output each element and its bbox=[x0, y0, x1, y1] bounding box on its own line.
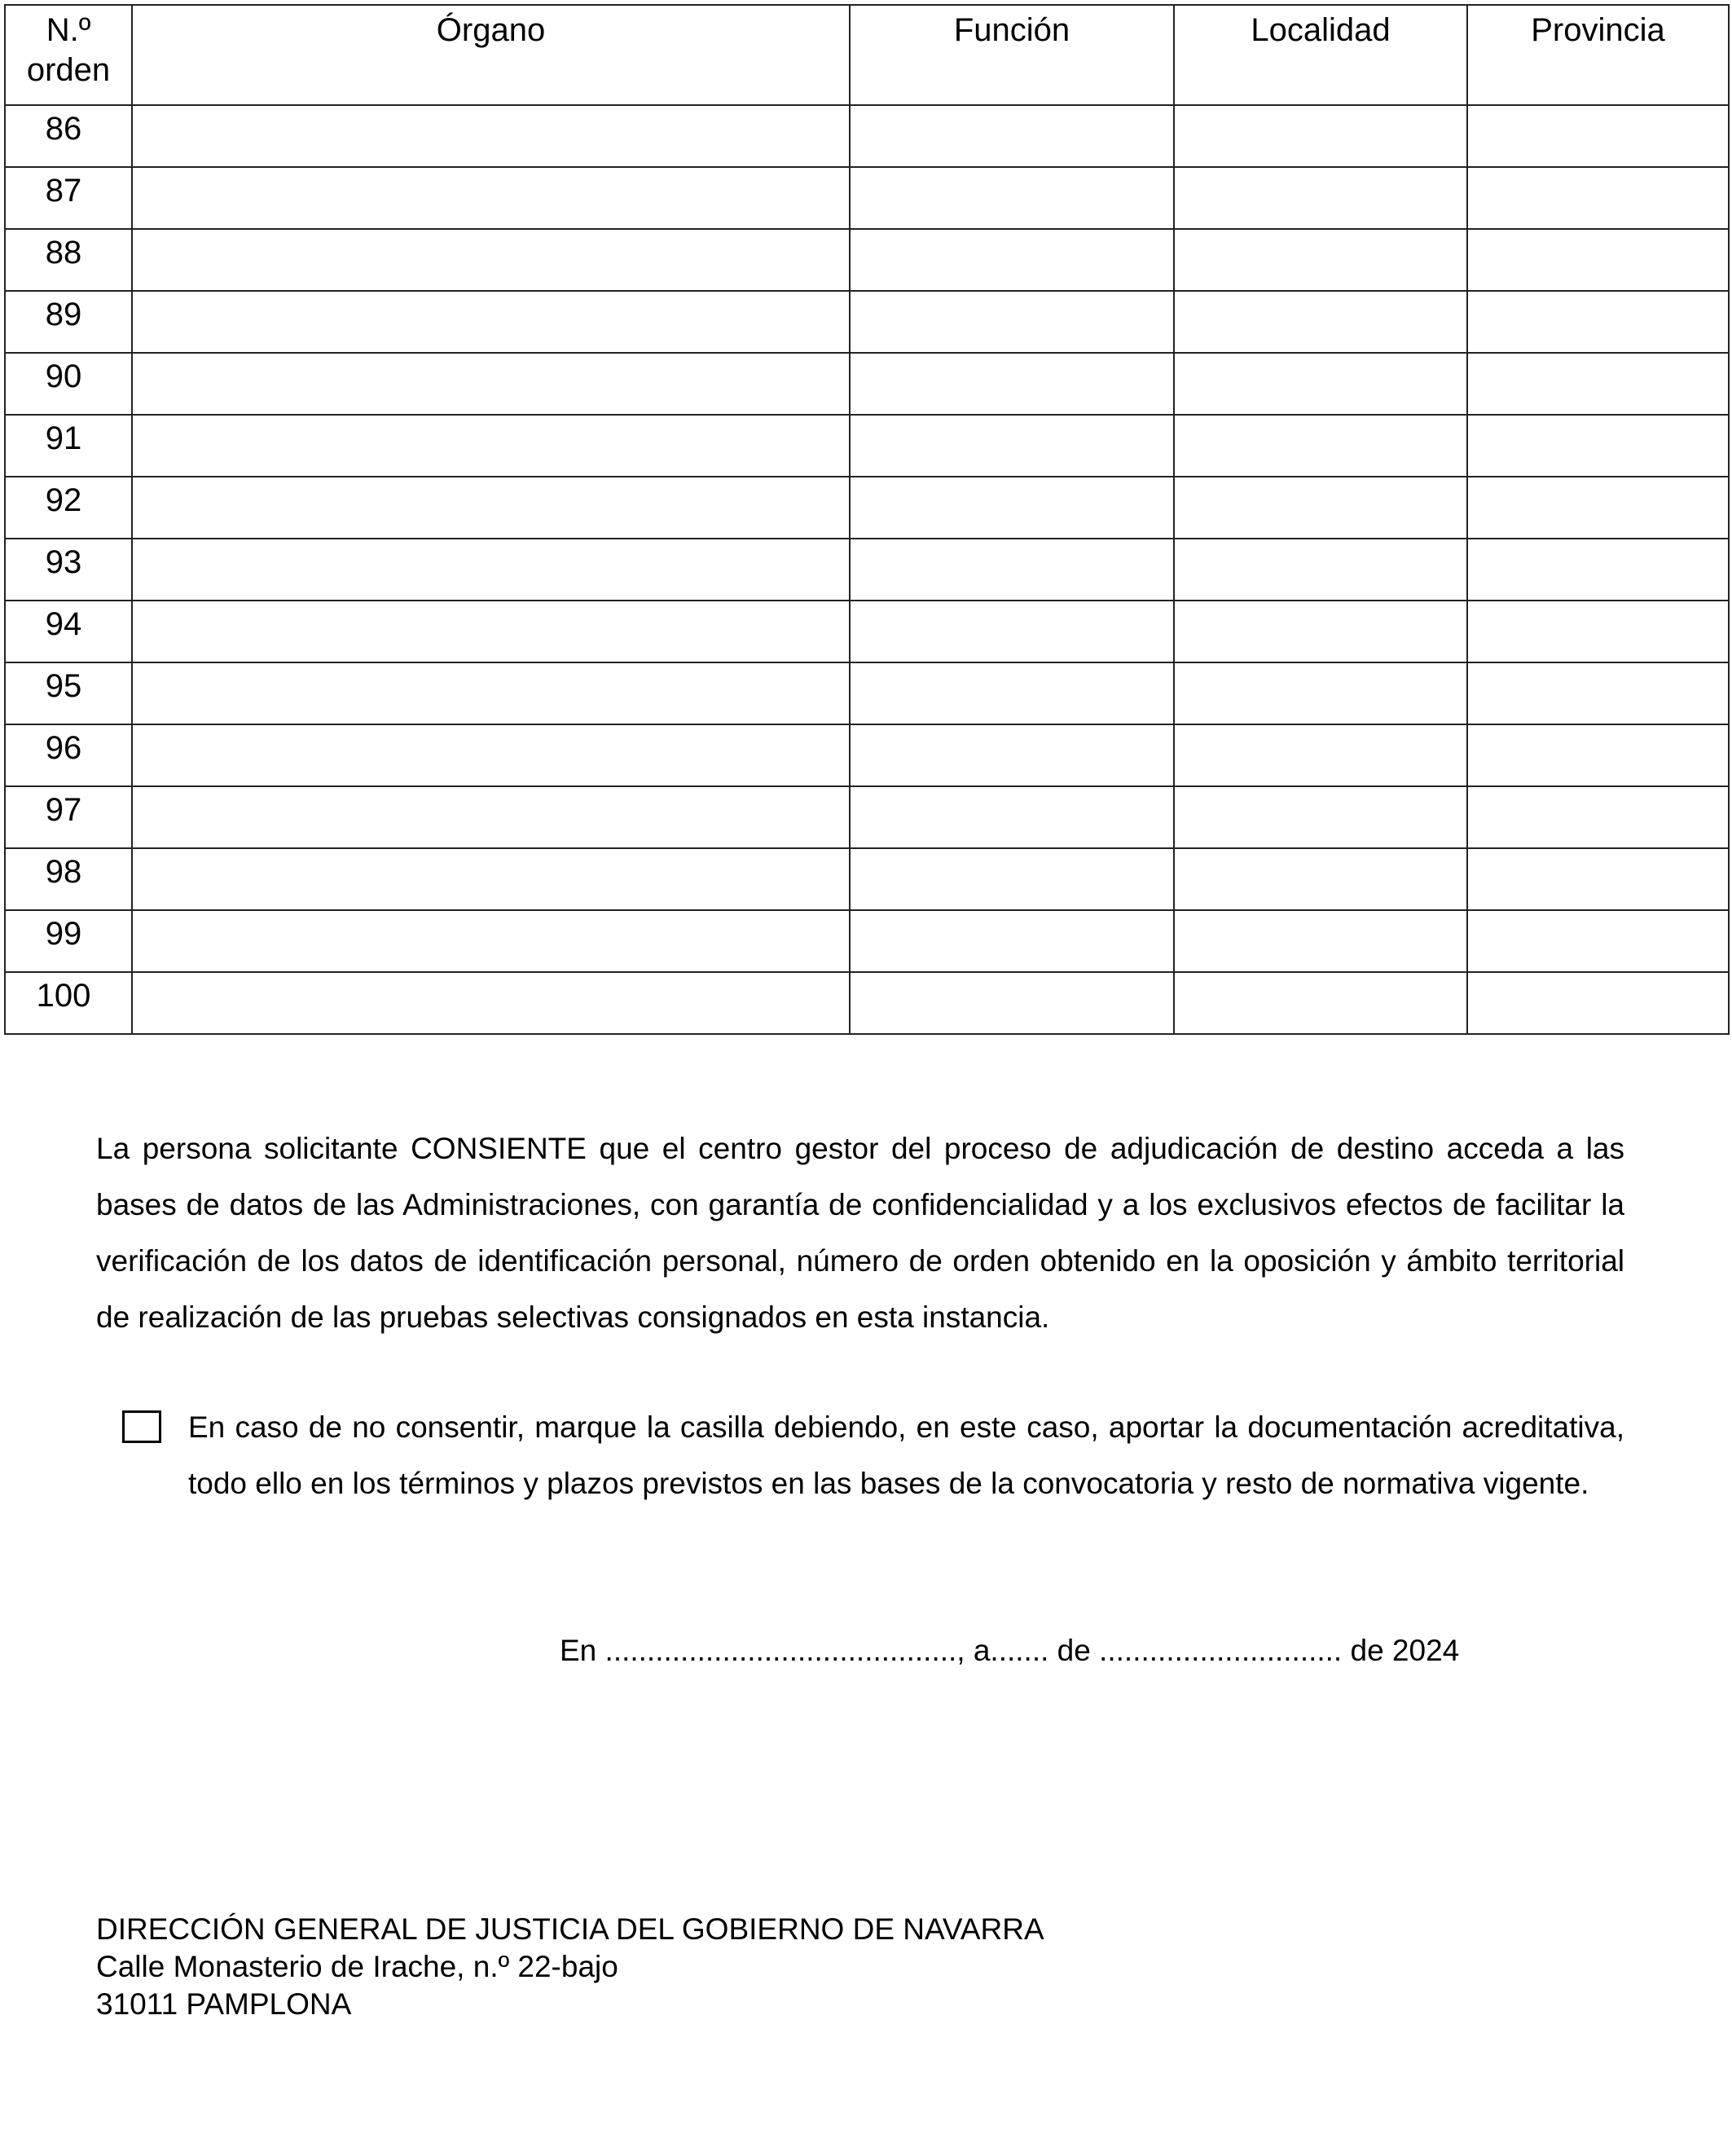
cell-provincia[interactable] bbox=[1467, 662, 1729, 724]
header-funcion: Función bbox=[850, 5, 1174, 105]
consent-paragraph: La persona solicitante CONSIENTE que el centro gestor del proceso de adjudicación de destino acceda a las bases de datos de las Administraciones, con garantía de confidencialidad y a los exclusivos efectos de facilitar la verificación de los datos de identificación personal, número de orden obtenido en la oposición y ámbito territorial de realización de las pruebas selectivas consignados en esta instancia. bbox=[96, 1132, 1624, 1334]
cell-organo[interactable] bbox=[132, 724, 850, 786]
date-place-line: En .........................................., a....... de ............................. de 2024 bbox=[560, 1634, 1460, 1667]
no-consent-paragraph: En caso de no consentir, marque la casilla debiendo, en este caso, aportar la documentación acreditativa, todo ello en los términos y plazos previstos en las bases de la convocatoria y resto de normativa vigente. bbox=[188, 1410, 1624, 1500]
cell-localidad[interactable] bbox=[1174, 229, 1467, 291]
cell-provincia[interactable] bbox=[1467, 910, 1729, 972]
cell-provincia[interactable] bbox=[1467, 724, 1729, 786]
cell-funcion[interactable] bbox=[850, 477, 1174, 539]
cell-funcion[interactable] bbox=[850, 662, 1174, 724]
cell-funcion[interactable] bbox=[850, 105, 1174, 167]
cell-num: 88 bbox=[5, 229, 132, 291]
header-localidad: Localidad bbox=[1174, 5, 1467, 105]
table-row bbox=[5, 848, 1729, 910]
cell-funcion[interactable] bbox=[850, 229, 1174, 291]
address-line-3: 31011 PAMPLONA bbox=[96, 1987, 352, 2021]
recipient-address bbox=[96, 1911, 1044, 2023]
cell-funcion[interactable] bbox=[850, 601, 1174, 662]
table-row bbox=[5, 724, 1729, 786]
cell-localidad[interactable] bbox=[1174, 724, 1467, 786]
cell-num: 96 bbox=[5, 724, 132, 786]
table-row bbox=[5, 353, 1729, 415]
cell-num: 94 bbox=[5, 601, 132, 662]
cell-organo[interactable] bbox=[132, 539, 850, 601]
cell-organo[interactable] bbox=[132, 167, 850, 229]
cell-funcion[interactable] bbox=[850, 167, 1174, 229]
cell-provincia[interactable] bbox=[1467, 291, 1729, 353]
header-provincia: Provincia bbox=[1467, 5, 1729, 105]
cell-funcion[interactable] bbox=[850, 972, 1174, 1034]
cell-num: 90 bbox=[5, 353, 132, 415]
cell-num: 87 bbox=[5, 167, 132, 229]
cell-localidad[interactable] bbox=[1174, 167, 1467, 229]
cell-organo[interactable] bbox=[132, 601, 850, 662]
table-row bbox=[5, 167, 1729, 229]
table-row bbox=[5, 601, 1729, 662]
table-row bbox=[5, 786, 1729, 848]
cell-organo[interactable] bbox=[132, 910, 850, 972]
cell-localidad[interactable] bbox=[1174, 291, 1467, 353]
cell-organo[interactable] bbox=[132, 229, 850, 291]
cell-organo[interactable] bbox=[132, 353, 850, 415]
no-consent-checkbox[interactable] bbox=[122, 1410, 161, 1443]
table-row bbox=[5, 972, 1729, 1034]
cell-funcion[interactable] bbox=[850, 291, 1174, 353]
cell-organo[interactable] bbox=[132, 291, 850, 353]
cell-organo[interactable] bbox=[132, 477, 850, 539]
cell-funcion[interactable] bbox=[850, 910, 1174, 972]
cell-localidad[interactable] bbox=[1174, 105, 1467, 167]
cell-provincia[interactable] bbox=[1467, 105, 1729, 167]
header-num-orden: N.º orden bbox=[5, 5, 132, 105]
address-line-1: DIRECCIÓN GENERAL DE JUSTICIA DEL GOBIERNO DE NAVARRA bbox=[96, 1912, 1044, 1946]
header-organo: Órgano bbox=[132, 5, 850, 105]
cell-num: 86 bbox=[5, 105, 132, 167]
table-row bbox=[5, 415, 1729, 477]
cell-num: 100 bbox=[5, 972, 132, 1034]
cell-localidad[interactable] bbox=[1174, 601, 1467, 662]
cell-localidad[interactable] bbox=[1174, 786, 1467, 848]
cell-num: 97 bbox=[5, 786, 132, 848]
destinos-table bbox=[4, 4, 1730, 1035]
cell-localidad[interactable] bbox=[1174, 910, 1467, 972]
table-row bbox=[5, 662, 1729, 724]
cell-provincia[interactable] bbox=[1467, 848, 1729, 910]
cell-organo[interactable] bbox=[132, 662, 850, 724]
cell-provincia[interactable] bbox=[1467, 167, 1729, 229]
cell-organo[interactable] bbox=[132, 848, 850, 910]
cell-localidad[interactable] bbox=[1174, 477, 1467, 539]
address-line-2: Calle Monasterio de Irache, n.º 22-bajo bbox=[96, 1950, 618, 1983]
cell-provincia[interactable] bbox=[1467, 972, 1729, 1034]
cell-provincia[interactable] bbox=[1467, 539, 1729, 601]
cell-funcion[interactable] bbox=[850, 539, 1174, 601]
cell-funcion[interactable] bbox=[850, 786, 1174, 848]
cell-provincia[interactable] bbox=[1467, 353, 1729, 415]
table-row bbox=[5, 477, 1729, 539]
cell-num: 92 bbox=[5, 477, 132, 539]
table-row bbox=[5, 910, 1729, 972]
cell-organo[interactable] bbox=[132, 786, 850, 848]
cell-num: 89 bbox=[5, 291, 132, 353]
cell-localidad[interactable] bbox=[1174, 539, 1467, 601]
cell-provincia[interactable] bbox=[1467, 477, 1729, 539]
cell-provincia[interactable] bbox=[1467, 601, 1729, 662]
cell-funcion[interactable] bbox=[850, 415, 1174, 477]
cell-num: 95 bbox=[5, 662, 132, 724]
cell-num: 93 bbox=[5, 539, 132, 601]
cell-provincia[interactable] bbox=[1467, 229, 1729, 291]
cell-funcion[interactable] bbox=[850, 848, 1174, 910]
cell-localidad[interactable] bbox=[1174, 662, 1467, 724]
cell-num: 99 bbox=[5, 910, 132, 972]
cell-funcion[interactable] bbox=[850, 353, 1174, 415]
cell-localidad[interactable] bbox=[1174, 353, 1467, 415]
cell-num: 98 bbox=[5, 848, 132, 910]
cell-organo[interactable] bbox=[132, 415, 850, 477]
cell-provincia[interactable] bbox=[1467, 786, 1729, 848]
cell-localidad[interactable] bbox=[1174, 415, 1467, 477]
table-row bbox=[5, 229, 1729, 291]
cell-provincia[interactable] bbox=[1467, 415, 1729, 477]
cell-organo[interactable] bbox=[132, 972, 850, 1034]
cell-localidad[interactable] bbox=[1174, 848, 1467, 910]
table-row bbox=[5, 105, 1729, 167]
table-row bbox=[5, 291, 1729, 353]
cell-localidad[interactable] bbox=[1174, 972, 1467, 1034]
cell-num: 91 bbox=[5, 415, 132, 477]
table-header-row bbox=[5, 5, 1729, 105]
cell-funcion[interactable] bbox=[850, 724, 1174, 786]
cell-organo[interactable] bbox=[132, 105, 850, 167]
table-row bbox=[5, 539, 1729, 601]
